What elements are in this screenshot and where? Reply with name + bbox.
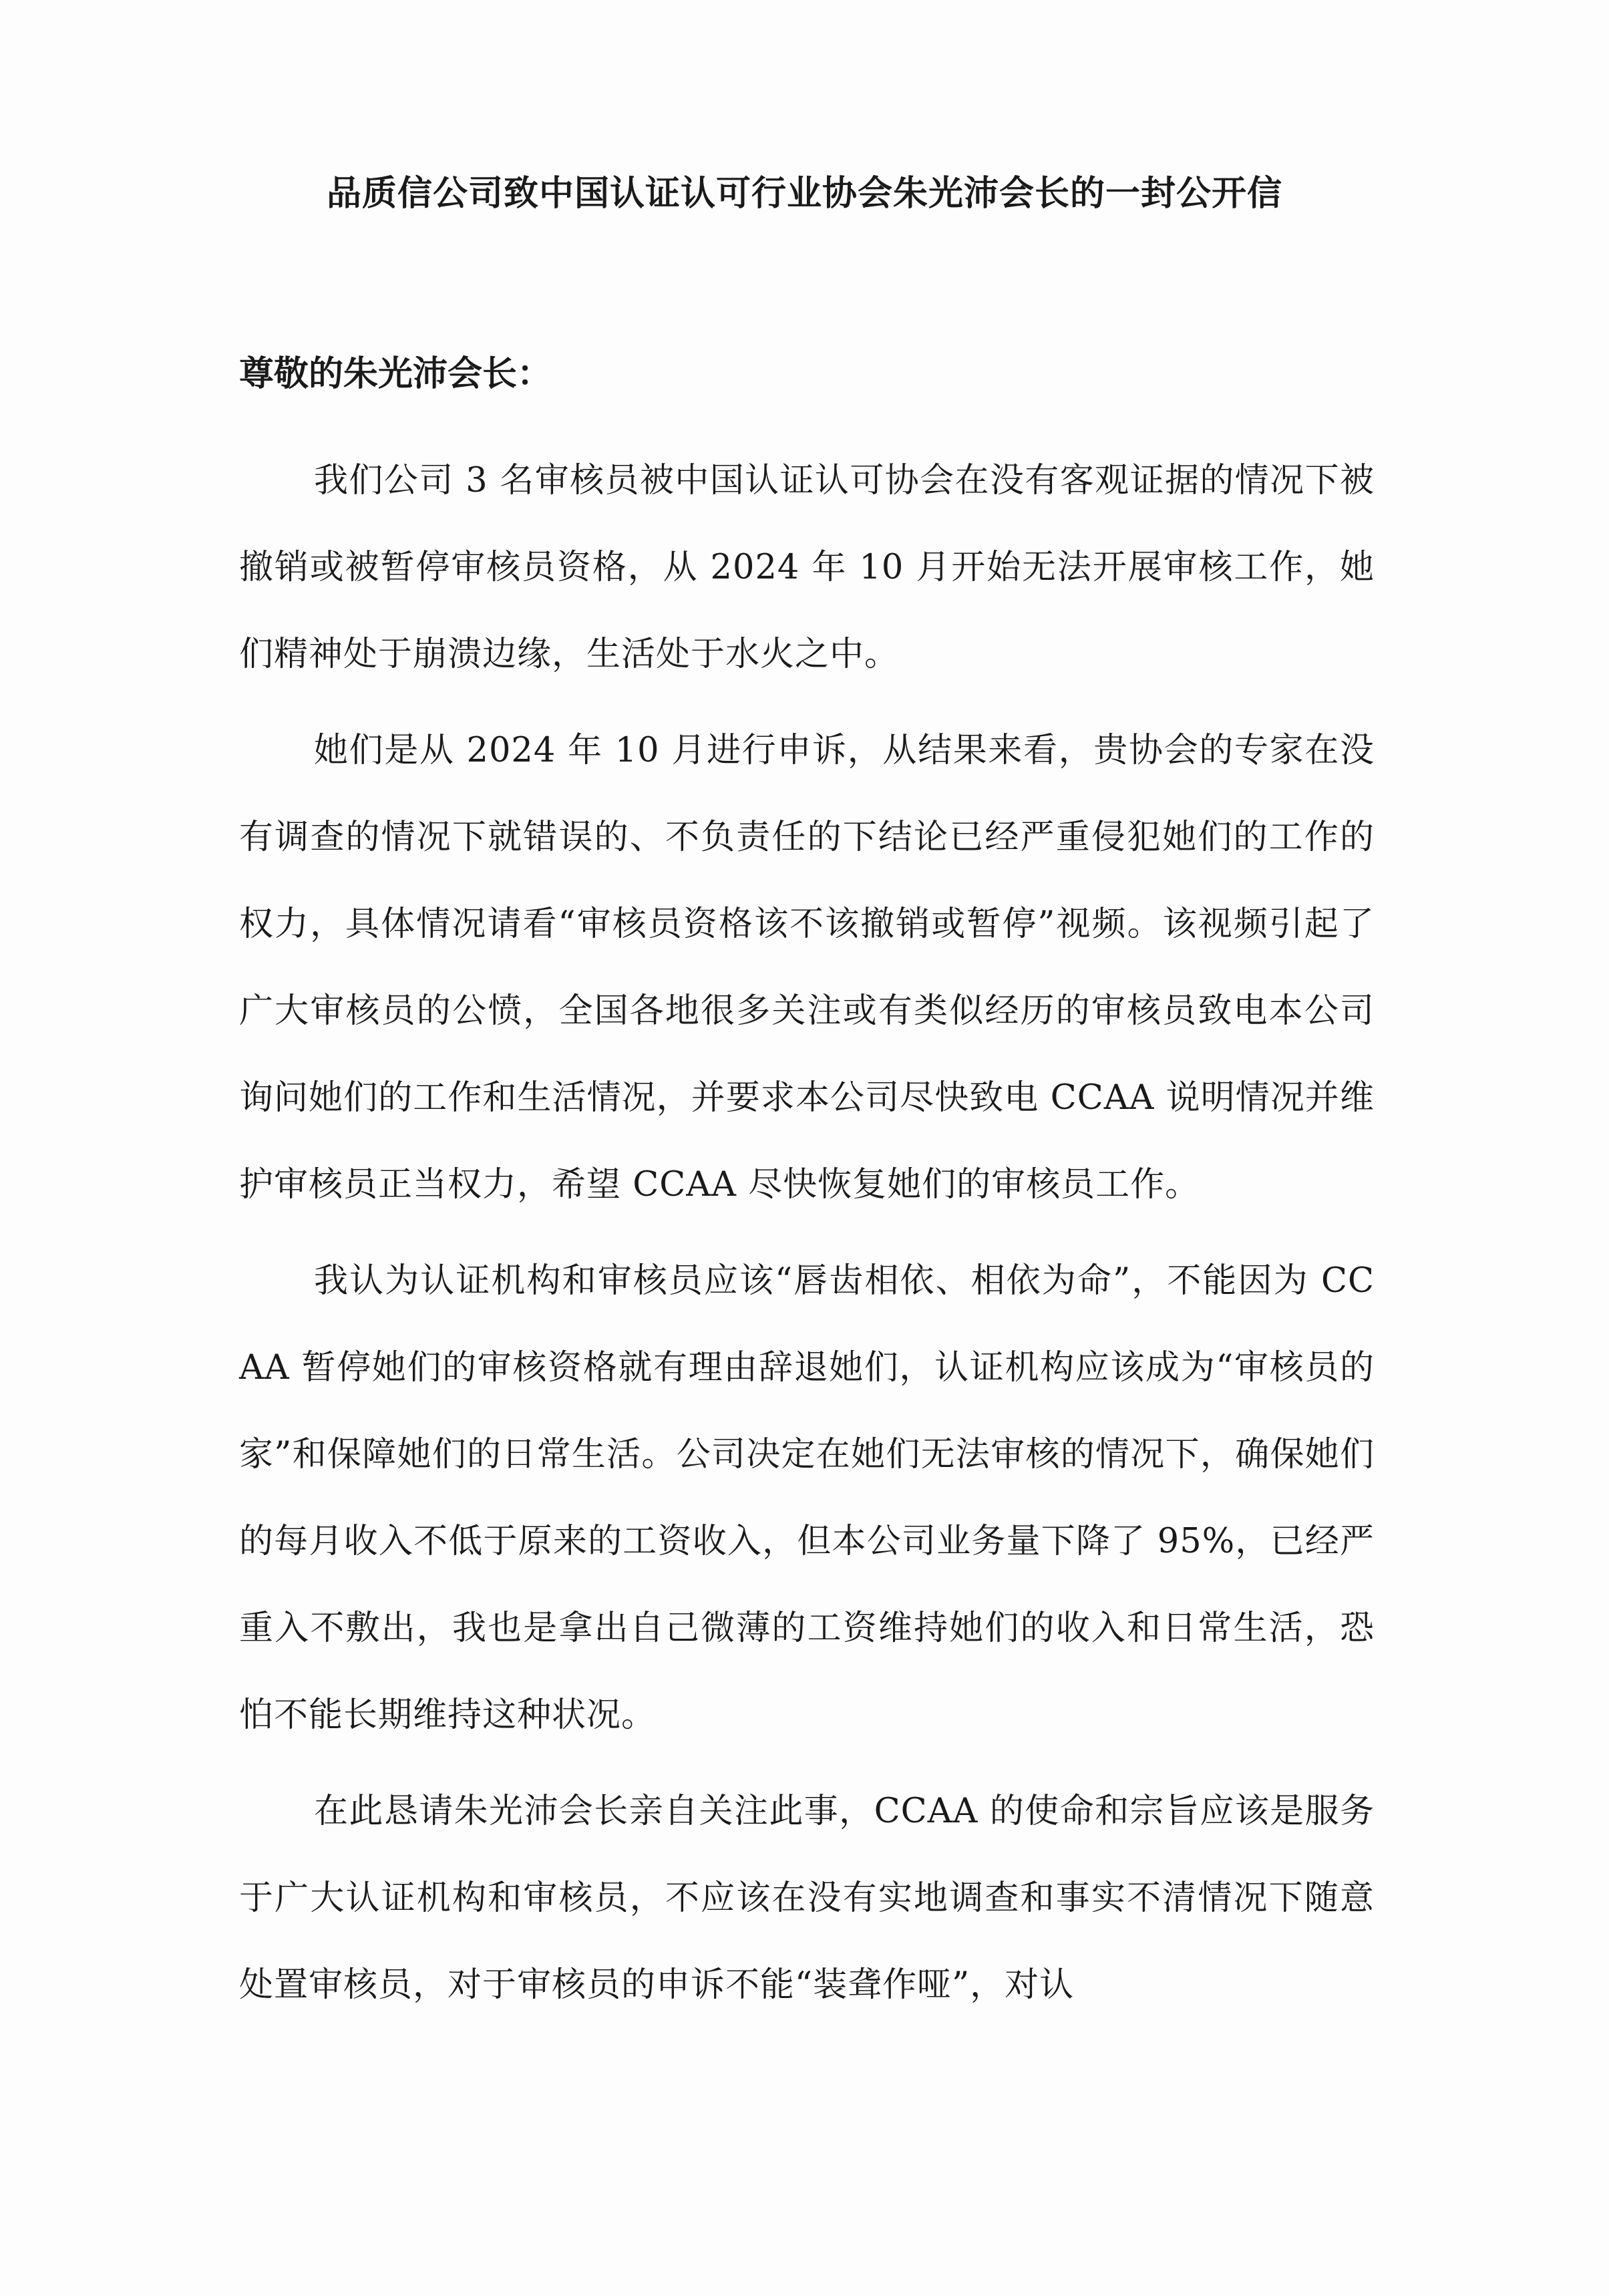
paragraph-4: 在此恳请朱光沛会长亲自关注此事，CCAA 的使命和宗旨应该是服务于广大认证机构和审核员，不应该在没有实地调查和事实不清情况下随意处置审核员，对于审核员的申诉不能“装聋作哑”，对认 [239, 1792, 1375, 2005]
letter-body [239, 438, 1375, 2029]
letter-title: 品质信公司致中国认证认可行业协会朱光沛会长的一封公开信 [326, 174, 1282, 214]
paragraph-1: 我们公司 3 名审核员被中国认证认可协会在没有客观证据的情况下被撤销或被暂停审核员资格，从 2024 年 10 月开始无法开展审核工作，她们精神处于崩溃边缘，生活处于水火之中。 [239, 461, 1375, 674]
paragraph-3: 我认为认证机构和审核员应该“唇齿相依、相依为命”，不能因为 CCAA 暂停她们的审核资格就有理由辞退她们，认证机构应该成为“审核员的家”和保障她们的日常生活。公司决定在她们无法审核的情况下，确保她们的每月收入不低于原来的工资收入，但本公司业务量下降了 95%，已经严重入不敷出，我也是拿出自己微薄的工资维持她们的收入和日常生活，恐怕不能长期维持这种状况。 [239, 1261, 1375, 1735]
paragraph-2: 她们是从 2024 年 10 月进行申诉，从结果来看，贵协会的专家在没有调查的情况下就错误的、不负责任的下结论已经严重侵犯她们的工作的权力，具体情况请看“审核员资格该不该撤销或暂停”视频。该视频引起了广大审核员的公愤，全国各地很多关注或有类似经历的审核员致电本公司询问她们的工作和生活情况，并要求本公司尽快致电 CCAA 说明情况并维护审核员正当权力，希望 CCAA 尽快恢复她们的审核员工作。 [239, 731, 1375, 1204]
salutation: 尊敬的朱光沛会长： [239, 354, 552, 394]
